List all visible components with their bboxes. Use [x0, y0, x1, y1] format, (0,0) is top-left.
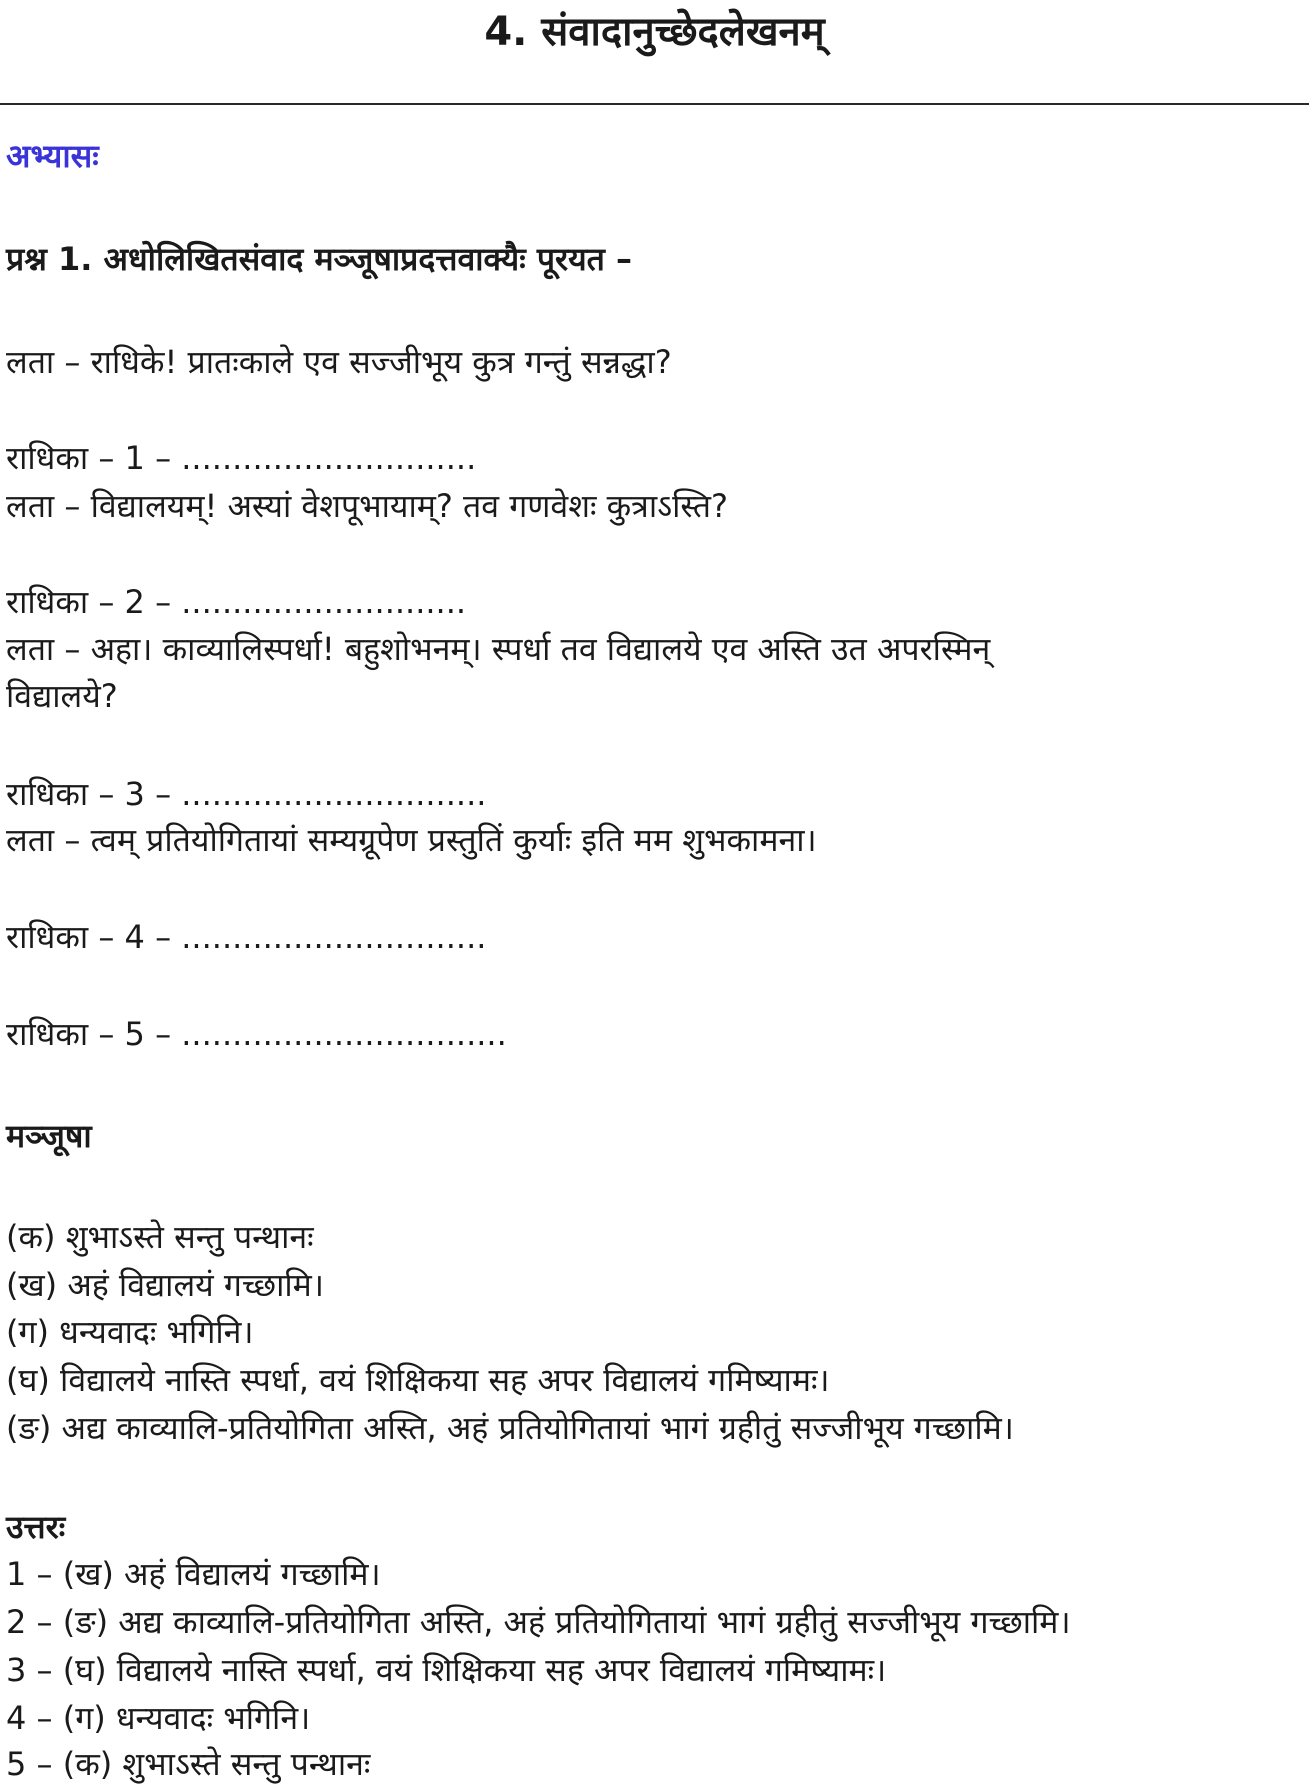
- answer-item: 2 – (ङ) अद्य काव्यालि-प्रतियोगिता अस्ति, अहं प्रतियोगितायां भागं ग्रहीतुं सज्जीभूय गच्छामि।: [6, 1603, 1071, 1641]
- dialogue-line-continued: विद्यालये?: [6, 677, 118, 715]
- dialogue-line-blank: राधिका – 1 – .............................: [6, 439, 477, 477]
- page-title: 4. संवादानुच्छेदलेखनम्: [484, 9, 825, 55]
- dialogue-line-blank: राधिका – 2 – ............................: [6, 583, 467, 621]
- dialogue-line: लता – राधिके! प्रातःकाले एव सज्जीभूय कुत्र गन्तुं सन्नद्धा?: [6, 343, 672, 381]
- question-prompt: प्रश्न 1. अधोलिखितसंवाद मञ्जूषाप्रदत्तवाक्यैः पूरयत –: [6, 240, 633, 278]
- manjusha-item: (ख) अहं विद्यालयं गच्छामि।: [6, 1266, 324, 1304]
- answer-item: 5 – (क) शुभाऽस्ते सन्तु पन्थानः: [6, 1745, 371, 1783]
- answer-item: 3 – (घ) विद्यालये नास्ति स्पर्धा, वयं शिक्षिकया सह अपर विद्यालयं गमिष्यामः।: [6, 1651, 887, 1689]
- manjusha-item: (ग) धन्यवादः भगिनि।: [6, 1313, 254, 1351]
- answer-item: 1 – (ख) अहं विद्यालयं गच्छामि।: [6, 1555, 381, 1593]
- manjusha-heading: मञ्जूषा: [6, 1117, 92, 1155]
- dialogue-line: लता – अहा। काव्यालिस्पर्धा! बहुशोभनम्। स्पर्धा तव विद्यालये एव अस्ति उत अपरस्मिन्: [6, 630, 991, 668]
- manjusha-item: (घ) विद्यालये नास्ति स्पर्धा, वयं शिक्षिकया सह अपर विद्यालयं गमिष्यामः।: [6, 1361, 830, 1399]
- dialogue-line: लता – विद्यालयम्! अस्यां वेशपूभायाम्? तव गणवेशः कुत्राऽस्ति?: [6, 487, 729, 525]
- dialogue-line: लता – त्वम् प्रतियोगितायां सम्यग्रूपेण प्रस्तुतिं कुर्याः इति मम शुभकामना।: [6, 821, 817, 859]
- dialogue-line-blank: राधिका – 4 – ..............................: [6, 918, 487, 956]
- dialogue-line-blank: राधिका – 5 – ................................: [6, 1015, 507, 1053]
- manjusha-item: (क) शुभाऽस्ते सन्तु पन्थानः: [6, 1218, 314, 1256]
- title-divider: [0, 103, 1309, 105]
- manjusha-item: (ङ) अद्य काव्यालि-प्रतियोगिता अस्ति, अहं प्रतियोगितायां भागं ग्रहीतुं सज्जीभूय गच्छामि।: [6, 1409, 1014, 1447]
- dialogue-line-blank: राधिका – 3 – ..............................: [6, 775, 487, 813]
- answer-item: 4 – (ग) धन्यवादः भगिनि।: [6, 1699, 311, 1737]
- answers-heading: उत्तरः: [6, 1508, 66, 1546]
- section-heading-abhyasa: अभ्यासः: [6, 137, 99, 175]
